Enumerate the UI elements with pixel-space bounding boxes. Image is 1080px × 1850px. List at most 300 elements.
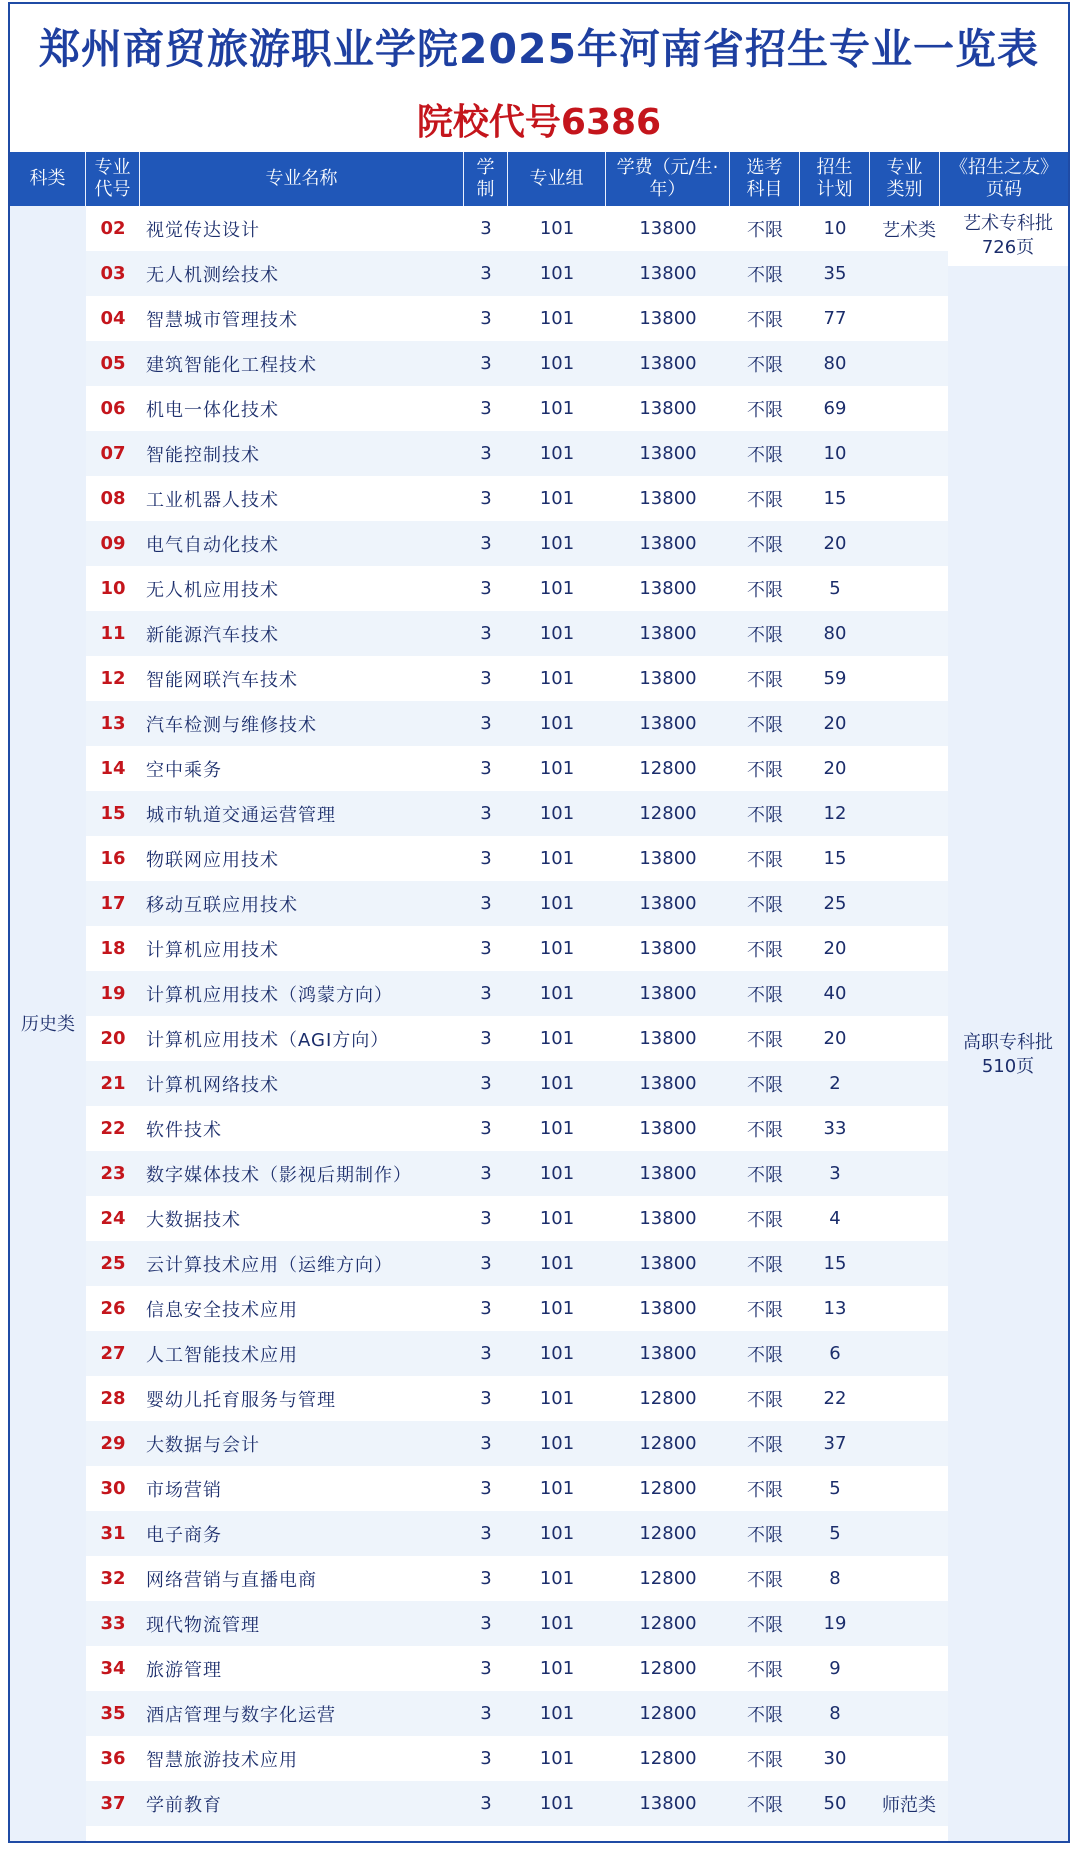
header-type-label: 专业类别 <box>886 157 923 200</box>
cell-fee: 13800 <box>639 1208 697 1229</box>
cell-group: 101 <box>539 1568 575 1589</box>
cell-type <box>870 386 948 431</box>
cell-group: 101 <box>539 488 575 509</box>
cell-fee: 13800 <box>639 1118 697 1139</box>
cell-name: 软件技术 <box>146 1119 222 1141</box>
cell-group: 101 <box>539 1793 575 1814</box>
cell-subject: 不限 <box>747 489 783 511</box>
cell-plan: 15 <box>823 488 847 509</box>
cell-years: 3 <box>480 353 492 374</box>
cell-code: 17 <box>100 893 126 914</box>
cell-plan: 22 <box>823 1388 847 1409</box>
header-type <box>870 152 940 206</box>
cell-group: 101 <box>539 1658 575 1679</box>
cell-subject: 不限 <box>747 1569 783 1591</box>
cell-subject: 不限 <box>747 804 783 826</box>
cell-code: 08 <box>100 488 126 509</box>
table-row <box>86 746 948 791</box>
cell-subject: 不限 <box>747 1254 783 1276</box>
cell-fee: 13800 <box>639 353 697 374</box>
table-row <box>86 1556 948 1601</box>
cell-fee: 13800 <box>639 893 697 914</box>
cell-subject: 不限 <box>747 849 783 871</box>
cell-group: 101 <box>539 1613 575 1634</box>
cell-group: 101 <box>539 668 575 689</box>
table-row <box>86 1286 948 1331</box>
cell-type <box>870 251 948 296</box>
cell-type <box>870 746 948 791</box>
cell-fee: 12800 <box>639 1433 697 1454</box>
cell-subject: 不限 <box>747 1524 783 1546</box>
cell-group: 101 <box>539 893 575 914</box>
cell-group: 101 <box>539 533 575 554</box>
cell-group: 101 <box>539 758 575 779</box>
cell-group: 101 <box>539 1208 575 1229</box>
cell-code: 24 <box>100 1208 126 1229</box>
cell-fee: 13800 <box>639 443 697 464</box>
table-row <box>86 881 948 926</box>
cell-code: 19 <box>100 983 126 1004</box>
cell-fee: 13800 <box>639 488 697 509</box>
cell-code: 36 <box>100 1748 126 1769</box>
cell-subject: 不限 <box>747 1389 783 1411</box>
cell-fee: 13800 <box>639 1793 697 1814</box>
cell-plan: 19 <box>823 1613 847 1634</box>
cell-years: 3 <box>480 443 492 464</box>
cell-years: 3 <box>480 578 492 599</box>
cell-years: 3 <box>480 488 492 509</box>
cell-name: 市场营销 <box>146 1479 222 1501</box>
cell-group: 101 <box>539 353 575 374</box>
cell-group: 101 <box>539 1748 575 1769</box>
cell-type <box>870 1286 948 1331</box>
table-row <box>86 386 948 431</box>
cell-type <box>870 1106 948 1151</box>
table-row <box>86 521 948 566</box>
header-subject <box>730 152 800 206</box>
cell-plan: 50 <box>823 1793 847 1814</box>
cell-plan: 5 <box>829 1523 841 1544</box>
cell-code: 04 <box>100 308 126 329</box>
table-row <box>86 1691 948 1736</box>
category-cell: 历史类 <box>10 206 86 1843</box>
cell-code: 07 <box>100 443 126 464</box>
page-art-cell <box>948 206 1068 266</box>
cell-group: 101 <box>539 1118 575 1139</box>
cell-type <box>870 656 948 701</box>
table-row <box>86 656 948 701</box>
cell-group: 101 <box>539 263 575 284</box>
cell-name: 空中乘务 <box>146 759 222 781</box>
cell-name: 智慧城市管理技术 <box>146 309 298 331</box>
table-row <box>86 1736 948 1781</box>
cell-years: 3 <box>480 1298 492 1319</box>
cell-code: 28 <box>100 1388 126 1409</box>
cell-years: 3 <box>480 623 492 644</box>
cell-group: 101 <box>539 1523 575 1544</box>
cell-subject: 不限 <box>747 1344 783 1366</box>
cell-years: 3 <box>480 1478 492 1499</box>
cell-code: 25 <box>100 1253 126 1274</box>
table-row <box>86 1781 948 1826</box>
cell-name: 计算机应用技术 <box>146 939 279 961</box>
cell-plan: 77 <box>823 308 847 329</box>
cell-years: 3 <box>480 893 492 914</box>
cell-subject: 不限 <box>747 1749 783 1771</box>
cell-name: 新能源汽车技术 <box>146 624 279 646</box>
table-row <box>86 1331 948 1376</box>
page-title: 郑州商贸旅游职业学院2025年河南省招生专业一览表 <box>38 25 1040 73</box>
cell-years: 3 <box>480 533 492 554</box>
cell-plan: 8 <box>829 1703 841 1724</box>
cell-group: 101 <box>539 623 575 644</box>
cell-years: 3 <box>480 848 492 869</box>
table-row <box>86 1061 948 1106</box>
table-row <box>86 341 948 386</box>
table-row <box>86 701 948 746</box>
cell-years: 3 <box>480 218 492 239</box>
cell-plan: 35 <box>823 263 847 284</box>
cell-code: 37 <box>100 1793 126 1814</box>
cell-name: 大数据与会计 <box>146 1434 260 1456</box>
cell-years: 3 <box>480 1793 492 1814</box>
cell-type <box>870 1601 948 1646</box>
cell-years: 3 <box>480 1163 492 1184</box>
table-row <box>86 791 948 836</box>
cell-type <box>870 1241 948 1286</box>
cell-name: 酒店管理与数字化运营 <box>146 1704 336 1726</box>
cell-code: 27 <box>100 1343 126 1364</box>
cell-plan: 33 <box>823 1118 847 1139</box>
cell-plan: 5 <box>829 1478 841 1499</box>
table-row <box>86 1241 948 1286</box>
cell-years: 3 <box>480 938 492 959</box>
cell-group: 101 <box>539 1253 575 1274</box>
cell-type <box>870 431 948 476</box>
cell-code: 09 <box>100 533 126 554</box>
table-row <box>86 1196 948 1241</box>
cell-years: 3 <box>480 1613 492 1634</box>
cell-group: 101 <box>539 443 575 464</box>
cell-subject: 不限 <box>747 759 783 781</box>
cell-type <box>870 1151 948 1196</box>
cell-type <box>870 1421 948 1466</box>
cell-type <box>870 1016 948 1061</box>
cell-type <box>870 1691 948 1736</box>
cell-subject: 不限 <box>747 1434 783 1456</box>
cell-group: 101 <box>539 938 575 959</box>
table-row <box>86 566 948 611</box>
cell-code: 15 <box>100 803 126 824</box>
cell-plan: 20 <box>823 938 847 959</box>
cell-years: 3 <box>480 1433 492 1454</box>
cell-type <box>870 1466 948 1511</box>
cell-plan: 69 <box>823 398 847 419</box>
header-group: 专业组 <box>508 152 606 206</box>
cell-type <box>870 521 948 566</box>
cell-fee: 13800 <box>639 983 697 1004</box>
cell-years: 3 <box>480 1073 492 1094</box>
cell-group: 101 <box>539 983 575 1004</box>
cell-name: 大数据技术 <box>146 1209 241 1231</box>
cell-years: 3 <box>480 1523 492 1544</box>
cell-years: 3 <box>480 983 492 1004</box>
cell-fee: 12800 <box>639 1658 697 1679</box>
cell-code: 32 <box>100 1568 126 1589</box>
header-code-label: 专业代号 <box>94 157 131 200</box>
cell-subject: 不限 <box>747 354 783 376</box>
cell-fee: 13800 <box>639 1253 697 1274</box>
cell-subject: 不限 <box>747 1029 783 1051</box>
cell-plan: 10 <box>823 218 847 239</box>
cell-plan: 20 <box>823 758 847 779</box>
cell-name: 物联网应用技术 <box>146 849 279 871</box>
table-row <box>86 836 948 881</box>
admission-sheet <box>8 2 1070 1843</box>
cell-type <box>870 566 948 611</box>
cell-fee: 13800 <box>639 938 697 959</box>
cell-name: 数字媒体技术（影视后期制作） <box>146 1164 412 1186</box>
cell-type <box>870 971 948 1016</box>
cell-fee: 13800 <box>639 848 697 869</box>
cell-plan: 3 <box>829 1163 841 1184</box>
cell-plan: 9 <box>829 1658 841 1679</box>
table-row <box>86 1421 948 1466</box>
cell-type <box>870 1331 948 1376</box>
cell-group: 101 <box>539 1163 575 1184</box>
header-years-label: 学制 <box>476 157 495 200</box>
cell-name: 视觉传达设计 <box>146 219 260 241</box>
cell-subject: 不限 <box>747 624 783 646</box>
header-category: 科类 <box>10 152 86 206</box>
page-art-label: 艺术专科批726页 <box>963 213 1053 258</box>
cell-plan: 30 <box>823 1748 847 1769</box>
cell-code: 23 <box>100 1163 126 1184</box>
cell-subject: 不限 <box>747 1794 783 1816</box>
table-row <box>86 971 948 1016</box>
cell-subject: 不限 <box>747 219 783 241</box>
cell-years: 3 <box>480 803 492 824</box>
cell-years: 3 <box>480 398 492 419</box>
cell-plan: 6 <box>829 1343 841 1364</box>
cell-code: 31 <box>100 1523 126 1544</box>
cell-group: 101 <box>539 308 575 329</box>
cell-subject: 不限 <box>747 1164 783 1186</box>
cell-name: 婴幼儿托育服务与管理 <box>146 1389 336 1411</box>
header-code <box>86 152 140 206</box>
header-name: 专业名称 <box>140 152 464 206</box>
cell-type <box>870 1061 948 1106</box>
cell-type <box>870 296 948 341</box>
cell-fee: 13800 <box>639 1163 697 1184</box>
cell-years: 3 <box>480 263 492 284</box>
cell-name: 云计算技术应用（运维方向） <box>146 1254 393 1276</box>
cell-fee: 12800 <box>639 758 697 779</box>
cell-years: 3 <box>480 1388 492 1409</box>
cell-type <box>870 836 948 881</box>
cell-group: 101 <box>539 803 575 824</box>
cell-code: 26 <box>100 1298 126 1319</box>
cell-code: 29 <box>100 1433 126 1454</box>
header-page <box>940 152 1068 206</box>
cell-years: 3 <box>480 758 492 779</box>
cell-type <box>870 1556 948 1601</box>
cell-name: 无人机应用技术 <box>146 579 279 601</box>
cell-type <box>870 476 948 521</box>
cell-fee: 13800 <box>639 623 697 644</box>
cell-name: 现代物流管理 <box>146 1614 260 1636</box>
cell-fee: 12800 <box>639 1388 697 1409</box>
cell-plan: 15 <box>823 1253 847 1274</box>
cell-name: 无人机测绘技术 <box>146 264 279 286</box>
cell-type <box>870 1736 948 1781</box>
cell-type <box>870 1646 948 1691</box>
cell-name: 移动互联应用技术 <box>146 894 298 916</box>
cell-name: 机电一体化技术 <box>146 399 279 421</box>
cell-name: 智慧旅游技术应用 <box>146 1749 298 1771</box>
cell-subject: 不限 <box>747 1704 783 1726</box>
table-row <box>86 431 948 476</box>
cell-subject: 不限 <box>747 1659 783 1681</box>
cell-type <box>870 611 948 656</box>
cell-fee: 13800 <box>639 713 697 734</box>
cell-group: 101 <box>539 1433 575 1454</box>
cell-years: 3 <box>480 1208 492 1229</box>
cell-type <box>870 1196 948 1241</box>
cell-years: 3 <box>480 713 492 734</box>
cell-plan: 8 <box>829 1568 841 1589</box>
cell-name: 网络营销与直播电商 <box>146 1569 317 1591</box>
cell-plan: 80 <box>823 353 847 374</box>
header-fee <box>606 152 730 206</box>
header-fee-label: 学费（元/生·年） <box>616 157 719 200</box>
cell-plan: 40 <box>823 983 847 1004</box>
cell-plan: 80 <box>823 623 847 644</box>
cell-code: 21 <box>100 1073 126 1094</box>
header-plan-label: 招生计划 <box>816 157 853 200</box>
cell-name: 城市轨道交通运营管理 <box>146 804 336 826</box>
cell-subject: 不限 <box>747 1209 783 1231</box>
cell-type <box>870 791 948 836</box>
cell-subject: 不限 <box>747 894 783 916</box>
table-row <box>86 206 948 251</box>
cell-code: 05 <box>100 353 126 374</box>
cell-name: 建筑智能化工程技术 <box>146 354 317 376</box>
cell-type <box>870 341 948 386</box>
table-row <box>86 1106 948 1151</box>
cell-group: 101 <box>539 1073 575 1094</box>
cell-name: 信息安全技术应用 <box>146 1299 298 1321</box>
cell-name: 计算机网络技术 <box>146 1074 279 1096</box>
cell-subject: 不限 <box>747 534 783 556</box>
cell-code: 20 <box>100 1028 126 1049</box>
cell-years: 3 <box>480 308 492 329</box>
cell-name: 人工智能技术应用 <box>146 1344 298 1366</box>
table-row <box>86 1511 948 1556</box>
table-row <box>86 251 948 296</box>
cell-fee: 12800 <box>639 1748 697 1769</box>
table-row <box>86 1151 948 1196</box>
cell-subject: 不限 <box>747 579 783 601</box>
table-row <box>86 1601 948 1646</box>
cell-name: 电子商务 <box>146 1524 222 1546</box>
cell-fee: 12800 <box>639 1523 697 1544</box>
cell-code: 18 <box>100 938 126 959</box>
table-row <box>86 926 948 971</box>
cell-years: 3 <box>480 1568 492 1589</box>
cell-subject: 不限 <box>747 1614 783 1636</box>
cell-years: 3 <box>480 1253 492 1274</box>
cell-years: 3 <box>480 1028 492 1049</box>
cell-name: 计算机应用技术（鸿蒙方向） <box>146 984 393 1006</box>
cell-fee: 13800 <box>639 398 697 419</box>
cell-plan: 2 <box>829 1073 841 1094</box>
cell-plan: 4 <box>829 1208 841 1229</box>
cell-code: 35 <box>100 1703 126 1724</box>
cell-name: 智能控制技术 <box>146 444 260 466</box>
cell-fee: 13800 <box>639 1073 697 1094</box>
cell-name: 旅游管理 <box>146 1659 222 1681</box>
cell-code: 06 <box>100 398 126 419</box>
cell-group: 101 <box>539 578 575 599</box>
cell-code: 11 <box>100 623 126 644</box>
cell-plan: 20 <box>823 533 847 554</box>
cell-plan: 59 <box>823 668 847 689</box>
cell-code: 10 <box>100 578 126 599</box>
cell-years: 3 <box>480 1703 492 1724</box>
cell-fee: 12800 <box>639 1568 697 1589</box>
table-row <box>86 476 948 521</box>
cell-subject: 不限 <box>747 444 783 466</box>
cell-fee: 12800 <box>639 1703 697 1724</box>
cell-subject: 不限 <box>747 939 783 961</box>
cell-group: 101 <box>539 1478 575 1499</box>
cell-name: 工业机器人技术 <box>146 489 279 511</box>
cell-plan: 5 <box>829 578 841 599</box>
cell-code: 22 <box>100 1118 126 1139</box>
cell-plan: 12 <box>823 803 847 824</box>
cell-name: 学前教育 <box>146 1794 222 1816</box>
cell-type <box>870 1376 948 1421</box>
cell-group: 101 <box>539 848 575 869</box>
cell-plan: 25 <box>823 893 847 914</box>
cell-fee: 13800 <box>639 1298 697 1319</box>
cell-name: 计算机应用技术（AGI方向） <box>146 1029 390 1051</box>
cell-group: 101 <box>539 1298 575 1319</box>
cell-type: 师范类 <box>882 1794 936 1816</box>
header-plan <box>800 152 870 206</box>
cell-subject: 不限 <box>747 1299 783 1321</box>
cell-years: 3 <box>480 1343 492 1364</box>
cell-fee: 13800 <box>639 578 697 599</box>
cell-code: 30 <box>100 1478 126 1499</box>
cell-fee: 13800 <box>639 218 697 239</box>
cell-fee: 12800 <box>639 803 697 824</box>
cell-type <box>870 926 948 971</box>
cell-plan: 20 <box>823 713 847 734</box>
cell-group: 101 <box>539 1028 575 1049</box>
cell-type <box>870 1511 948 1556</box>
cell-subject: 不限 <box>747 309 783 331</box>
cell-group: 101 <box>539 1343 575 1364</box>
cell-code: 02 <box>100 218 126 239</box>
cell-subject: 不限 <box>747 264 783 286</box>
cell-years: 3 <box>480 668 492 689</box>
cell-group: 101 <box>539 398 575 419</box>
page-main-label: 高职专科批510页 <box>963 1031 1053 1077</box>
table-row <box>86 1376 948 1421</box>
cell-code: 16 <box>100 848 126 869</box>
